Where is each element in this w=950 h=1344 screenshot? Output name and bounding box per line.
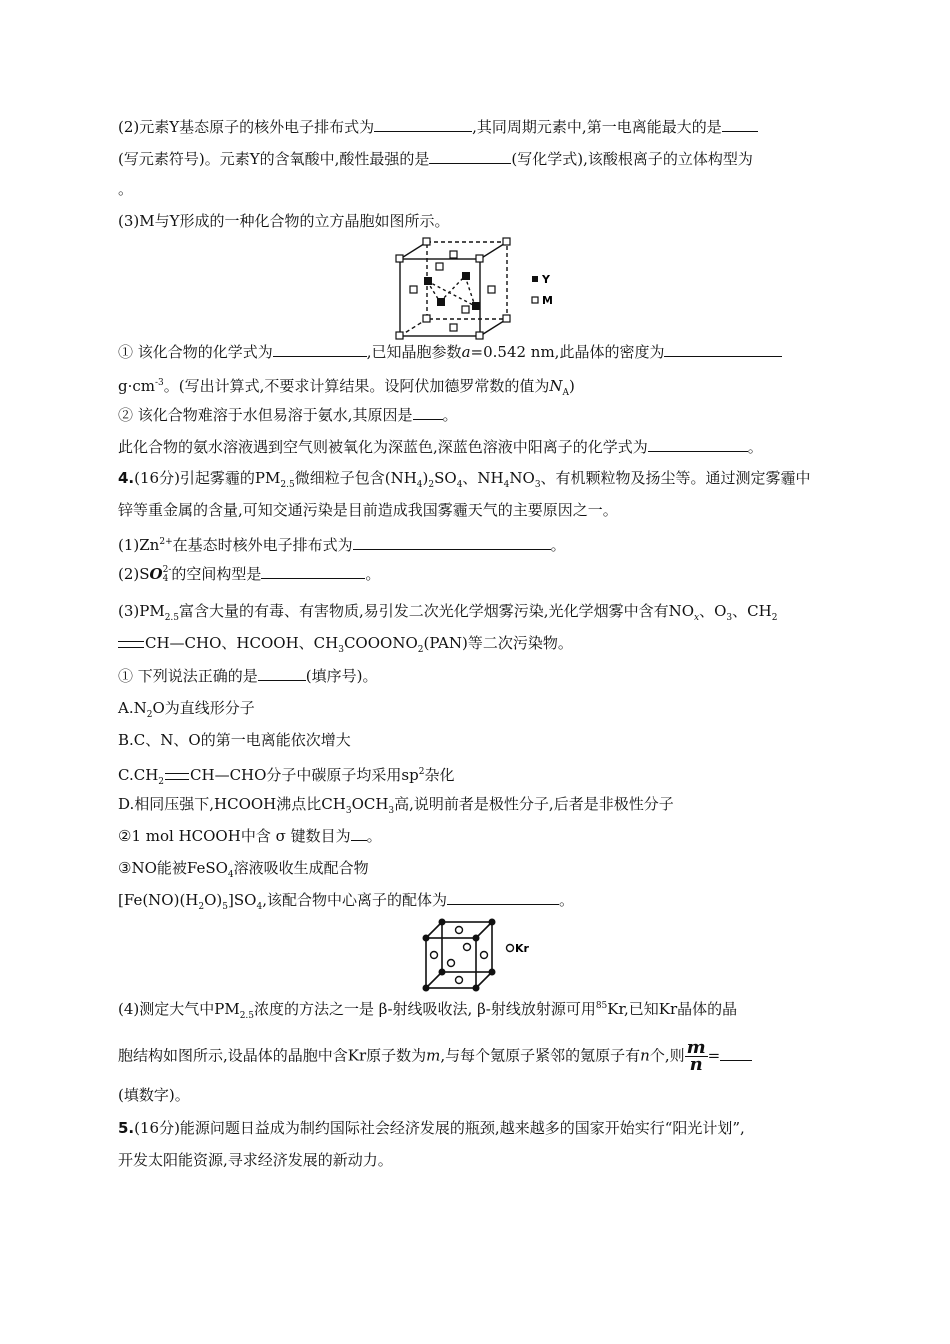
q4-part4-line1	[118, 996, 854, 1026]
text: 在基态时核外电子排布式为	[172, 536, 353, 554]
answer-blank	[353, 535, 551, 550]
text: (2)S	[118, 565, 150, 583]
crystal-cell-figure-y-m	[390, 236, 570, 346]
text: ① 下列说法正确的是	[118, 667, 258, 685]
q4-intro-line1: 4.(16分)引起雾霾的$PM_{2.5}$微细粒子包含$(NH_4)_2SO_4$、$NH_4NO_3$、有机颗粒物及扬尘等。通过测定雾霾中	[118, 469, 811, 490]
text: 。	[442, 406, 458, 424]
q4-sub3-line1: ③NO能被FeSO$_4$溶液吸收生成配合物	[118, 859, 369, 880]
answer-blank	[413, 405, 443, 420]
text: (2)元素Y基态原子的核外电子排布式为	[118, 118, 375, 136]
answer-blank	[429, 149, 511, 164]
text: 、NH	[462, 469, 504, 487]
text: ,与每个氪原子紧邻的氪原子有	[440, 1046, 641, 1065]
fraction-numerator: m	[686, 1037, 706, 1058]
q4-part3-line2: CH—CHO、HCOOH、$CH_3COOONO_2(PAN)$等二次污染物。	[118, 633, 854, 660]
q4-sub1	[118, 666, 854, 686]
q5-line2	[118, 1150, 854, 1170]
text: 。	[365, 565, 381, 583]
q4-part1	[118, 532, 854, 555]
fraction-denominator: n	[689, 1054, 703, 1075]
superscript: -3	[155, 378, 164, 388]
text: 、O	[699, 602, 727, 620]
text: 。	[558, 891, 574, 909]
text: B.C、N、O的第一电离能依次增大	[118, 731, 351, 749]
q4-intro-line2	[118, 500, 854, 520]
text: ,该配合物中心离子的配体为	[262, 891, 447, 909]
q4-option-a: $A.N_2O$为直线形分子	[118, 699, 255, 720]
subscript: 2.5	[280, 480, 295, 490]
text: (16分)能源问题日益成为制约国际社会经济发展的瓶颈,越来越多的国家开始实行“阳光计划”,	[134, 1119, 745, 1137]
legend-m-marker	[532, 297, 538, 303]
answer-blank	[374, 117, 472, 132]
text: (填数字)。	[118, 1086, 190, 1104]
q3-part2-line3	[118, 179, 854, 199]
text: 。(写出计算式,不要求计算结果。设阿伏加德罗常数的值为	[163, 377, 550, 395]
text: 。	[118, 180, 134, 198]
question-number: 5.	[118, 1119, 135, 1137]
q3-part2-line2	[118, 149, 854, 169]
text: (4)测定大气中PM	[118, 1000, 240, 1018]
answer-blank	[351, 826, 367, 841]
text: ② 该化合物难溶于水但易溶于氨水,其原因是	[118, 406, 413, 424]
text: 胞结构如图所示,设晶体的晶胞中含Kr原子数为	[118, 1046, 427, 1065]
answer-blank	[447, 890, 559, 905]
variable-a: a	[461, 343, 471, 361]
double-bond-glyph	[165, 773, 189, 780]
text: OCH	[351, 795, 389, 813]
text: 、有机颗粒物及扬尘等。通过测定雾霾中	[540, 469, 811, 487]
subscript: 2.5	[164, 613, 180, 623]
text: )	[422, 469, 429, 487]
text: (1)Zn	[118, 536, 160, 554]
q5-line1	[118, 1118, 854, 1138]
text: 此化合物的氨水溶液遇到空气则被氧化为深蓝色,深蓝色溶液中阳离子的化学式为	[118, 438, 648, 456]
text: g·cm	[118, 377, 155, 395]
variable-na: N	[549, 377, 563, 395]
text: 。	[366, 827, 382, 845]
text: (16分)引起雾霾的PM	[134, 469, 281, 487]
answer-blank	[648, 437, 748, 452]
q4-part2	[118, 564, 854, 584]
kr-crystal-cell-figure	[420, 916, 540, 994]
text: NO	[509, 469, 535, 487]
text: 浓度的方法之一是 β-射线吸收法, β-射线放射源可用	[254, 1000, 596, 1018]
answer-blank	[722, 117, 758, 132]
text: O	[149, 565, 163, 583]
text: CH—CHO分子中碳原子均采用sp	[190, 766, 419, 784]
q3-sub2	[118, 405, 854, 425]
double-bond-glyph	[118, 641, 144, 648]
text: ,其同周期元素中,第一电离能最大的是	[472, 118, 722, 136]
text: (填序号)。	[305, 667, 378, 685]
variable-n: n	[640, 1046, 650, 1065]
text: 的空间构型是	[171, 565, 262, 583]
text: A.N	[118, 699, 147, 717]
legend-m-label: M	[542, 294, 553, 307]
legend-kr-label: Kr	[515, 942, 529, 955]
q4-option-b	[118, 730, 854, 750]
q3-sub1-line2	[118, 373, 854, 403]
text: CH—CHO、HCOOH、CH	[145, 634, 339, 652]
q4-part4-line2	[118, 1037, 854, 1075]
text: 。	[747, 438, 763, 456]
text: 锌等重金属的含量,可知交通污染是目前造成我国雾霾天气的主要原因之一。	[118, 501, 618, 519]
answer-blank	[664, 342, 782, 357]
text: ,已知晶胞参数	[366, 343, 462, 361]
q3-part2-line1	[118, 117, 854, 137]
text: D.相同压强下,HCOOH沸点比CH	[118, 795, 346, 813]
fraction-m-over-n	[685, 1037, 708, 1075]
text: 开发太阳能资源,寻求经济发展的新动力。	[118, 1151, 393, 1169]
text: O为直线形分子	[152, 699, 255, 717]
text: 高,说明前者是极性分子,后者是非极性分子	[394, 795, 674, 813]
text: COOONO	[343, 634, 418, 652]
q4-sub3-line2: $[Fe(NO)(H_2O)_5]SO_4$,该配合物中心离子的配体为 。	[118, 891, 574, 912]
q4-part4-line3	[118, 1085, 854, 1105]
text: ③NO能被FeSO	[118, 859, 228, 877]
text: 个,则	[649, 1046, 685, 1065]
ion-charge: 2- 4	[162, 565, 172, 584]
text: (写化学式),该酸根离子的立体构型为	[511, 150, 753, 168]
legend-kr-marker	[507, 945, 514, 952]
text: [Fe(NO)(H	[118, 891, 199, 909]
subscript: 2.5	[239, 1011, 255, 1021]
text: (写元素符号)。元素Y的含氧酸中,酸性最强的是	[118, 150, 430, 168]
legend-y-label: Y	[542, 273, 550, 286]
answer-blank	[258, 666, 306, 681]
q4-sub2	[118, 826, 854, 846]
text: O)	[204, 891, 223, 909]
text: =	[707, 1046, 721, 1065]
question-number: 4.	[118, 469, 135, 487]
q4-part3-line1: $(3)PM_{2.5}$富含大量的有毒、有害物质,易引发二次光化学烟雾污染,光化学烟雾中含有$NO_x$、$O_3$、$CH_2$	[118, 602, 778, 623]
text: 溶液吸收生成配合物	[233, 859, 369, 877]
text: ① 该化合物的化学式为	[118, 343, 273, 361]
text: Kr,已知Kr晶体的晶	[607, 1000, 738, 1018]
subscript-x: x	[694, 613, 700, 623]
subscript: A	[562, 388, 570, 398]
variable-m: m	[426, 1046, 441, 1065]
answer-blank	[720, 1046, 752, 1061]
text: =0.542 nm,此晶体的密度为	[470, 343, 665, 361]
superscript: 2+	[159, 537, 173, 547]
text: (PAN)等二次污染物。	[423, 634, 573, 652]
q4-option-c: $C.CH_2$ CH—CHO分子中碳原子均采用$sp^2$杂化	[118, 766, 455, 787]
text: (3)M与Y形成的一种化合物的立方晶胞如图所示。	[118, 212, 450, 230]
text: 杂化	[424, 766, 455, 784]
answer-blank	[261, 564, 365, 579]
text: SO	[434, 469, 457, 487]
text: 富含大量的有毒、有害物质,易引发二次光化学烟雾污染,光化学烟雾中含有NO	[179, 602, 694, 620]
text: ②1 mol HCOOH中含 σ 键数目为	[118, 827, 351, 845]
text: (3)PM	[118, 602, 165, 620]
answer-blank	[273, 342, 367, 357]
text: 微细粒子包含(NH	[294, 469, 417, 487]
text: 。	[550, 536, 566, 554]
superscript: 85	[595, 1001, 608, 1011]
text: )	[569, 377, 575, 395]
text: C.CH	[118, 766, 159, 784]
q3-sub1-line1	[118, 342, 854, 362]
text: 、CH	[732, 602, 772, 620]
q3-sub3	[118, 437, 854, 457]
text: ]SO	[228, 891, 257, 909]
legend-y-marker	[532, 276, 538, 282]
q4-option-d: D.相同压强下,HCOOH沸点比$CH_3OCH_3$高,说明前者是极性分子,后者是非极性分子	[118, 795, 674, 816]
q3-part3-title	[118, 211, 854, 231]
